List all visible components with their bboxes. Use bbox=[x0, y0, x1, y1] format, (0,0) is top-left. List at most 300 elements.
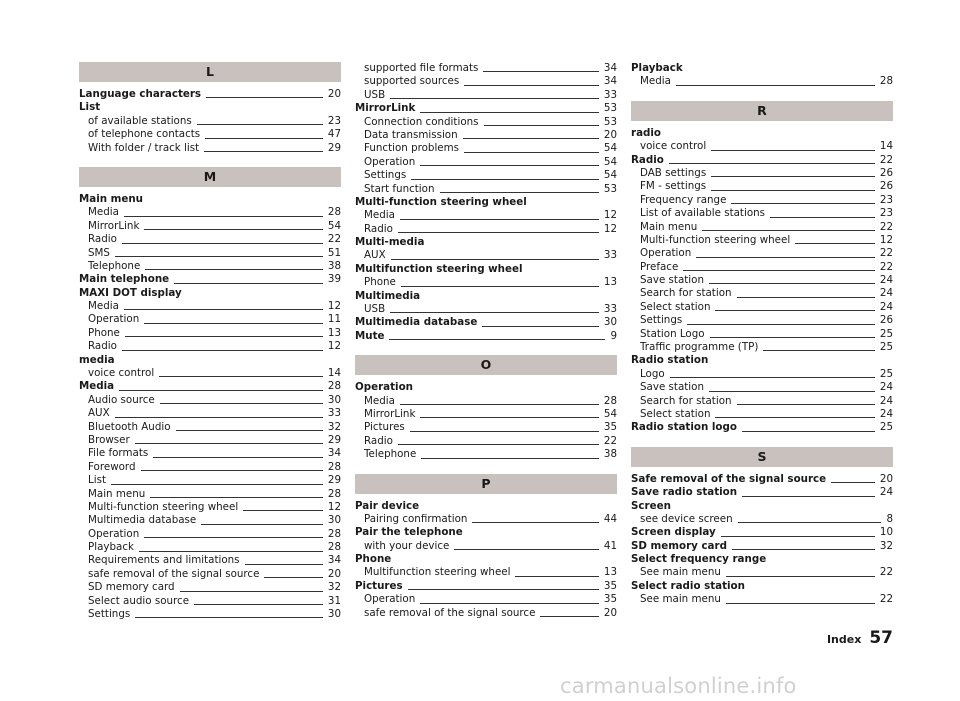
entry-page-number: 28 bbox=[327, 527, 341, 540]
entry-term: MirrorLink bbox=[88, 219, 140, 232]
index-subentry bbox=[79, 514, 341, 527]
leader-line bbox=[194, 604, 323, 605]
entry-page-number: 33 bbox=[603, 88, 617, 101]
entry-term: Select station bbox=[640, 300, 711, 313]
leader-line bbox=[115, 256, 323, 257]
index-subentry bbox=[355, 408, 617, 421]
entry-term: FM - settings bbox=[640, 180, 707, 193]
entry-page-number: 32 bbox=[879, 539, 893, 552]
index-column-1 bbox=[79, 62, 341, 621]
entry-page-number: 34 bbox=[327, 447, 341, 460]
index-subentry bbox=[79, 260, 341, 273]
entry-page-number: 22 bbox=[879, 247, 893, 260]
entry-term: Audio source bbox=[88, 393, 155, 406]
leader-line bbox=[176, 430, 323, 431]
leader-line bbox=[464, 85, 599, 86]
entry-page-number: 20 bbox=[603, 606, 617, 619]
entry-term: SD memory card bbox=[631, 539, 727, 552]
index-subentry bbox=[631, 567, 893, 580]
index-heading: List bbox=[79, 101, 101, 114]
leader-line bbox=[111, 484, 323, 485]
index-subentry bbox=[79, 340, 341, 353]
leader-line bbox=[737, 404, 875, 405]
entry-page-number: 34 bbox=[603, 75, 617, 88]
leader-line bbox=[141, 470, 323, 471]
index-subentry bbox=[79, 313, 341, 326]
entry-page-number: 13 bbox=[327, 326, 341, 339]
entry-term: List bbox=[88, 474, 106, 487]
leader-line bbox=[420, 417, 598, 418]
entry-term: USB bbox=[364, 303, 386, 316]
index-entry bbox=[79, 273, 341, 286]
index-subentry bbox=[631, 274, 893, 287]
entry-term: Telephone bbox=[88, 259, 141, 272]
leader-line bbox=[119, 390, 323, 391]
entry-page-number: 20 bbox=[327, 567, 341, 580]
index-subentry bbox=[79, 474, 341, 487]
index-column-2 bbox=[355, 62, 617, 620]
entry-page-number: 31 bbox=[327, 594, 341, 607]
entry-page-number: 26 bbox=[879, 180, 893, 193]
entry-page-number: 14 bbox=[879, 140, 893, 153]
entry-page-number: 35 bbox=[603, 421, 617, 434]
page-footer bbox=[827, 628, 893, 648]
entry-page-number: 28 bbox=[327, 487, 341, 500]
entry-term: Logo bbox=[640, 367, 665, 380]
leader-line bbox=[122, 243, 323, 244]
entry-term: Multimedia database bbox=[88, 514, 197, 527]
entry-page-number: 53 bbox=[603, 115, 617, 128]
index-heading: Playback bbox=[631, 62, 683, 74]
entry-term: Main menu bbox=[88, 487, 146, 500]
entry-term: Pictures bbox=[355, 579, 403, 592]
index-entry bbox=[355, 102, 617, 115]
entry-page-number: 30 bbox=[327, 514, 341, 527]
index-subentry bbox=[355, 116, 617, 129]
index-entry bbox=[79, 88, 341, 101]
leader-line bbox=[135, 443, 323, 444]
entry-page-number: 54 bbox=[603, 407, 617, 420]
index-heading: Select frequency range bbox=[631, 553, 767, 566]
entry-term: Frequency range bbox=[640, 193, 727, 206]
leader-line bbox=[150, 497, 323, 498]
index-heading: Multi-function steering wheel bbox=[355, 195, 527, 208]
entry-term: Radio bbox=[88, 233, 117, 246]
index-subentry bbox=[79, 247, 341, 260]
leader-line bbox=[687, 324, 875, 325]
entry-page-number: 24 bbox=[879, 300, 893, 313]
index-subentry bbox=[79, 555, 341, 568]
leader-line bbox=[737, 297, 875, 298]
index-heading: Radio station bbox=[631, 354, 709, 367]
leader-line bbox=[454, 549, 599, 550]
entry-term: MirrorLink bbox=[355, 102, 416, 115]
entry-page-number: 26 bbox=[879, 166, 893, 179]
entry-page-number: 22 bbox=[879, 220, 893, 233]
leader-line bbox=[742, 496, 875, 497]
entry-page-number: 54 bbox=[327, 219, 341, 232]
entry-term: Media bbox=[364, 209, 395, 222]
entry-term: With folder / track list bbox=[88, 141, 200, 154]
entry-page-number: 25 bbox=[879, 367, 893, 380]
entry-page-number: 22 bbox=[879, 153, 893, 166]
entry-page-number: 44 bbox=[603, 512, 617, 525]
entry-page-number: 30 bbox=[327, 393, 341, 406]
entry-page-number: 29 bbox=[327, 141, 341, 154]
leader-line bbox=[144, 537, 323, 538]
leader-line bbox=[124, 309, 323, 310]
index-subentry bbox=[79, 128, 341, 141]
entry-term: SMS bbox=[88, 246, 110, 259]
index-subentry bbox=[79, 595, 341, 608]
watermark-text: carmanualsonline.info bbox=[560, 674, 797, 698]
leader-line bbox=[683, 270, 875, 271]
leader-line bbox=[483, 71, 599, 72]
index-subentry bbox=[79, 300, 341, 313]
index-subentry bbox=[355, 62, 617, 75]
entry-page-number: 22 bbox=[879, 566, 893, 579]
entry-page-number: 29 bbox=[327, 433, 341, 446]
entry-term: Multimedia database bbox=[355, 316, 478, 329]
entry-page-number: 22 bbox=[879, 260, 893, 273]
leader-line bbox=[726, 576, 875, 577]
leader-line bbox=[391, 259, 599, 260]
entry-term: see device screen bbox=[640, 512, 733, 525]
leader-line bbox=[770, 217, 875, 218]
index-entry bbox=[355, 316, 617, 329]
index-entry bbox=[79, 380, 341, 393]
leader-line bbox=[122, 350, 323, 351]
leader-line bbox=[420, 165, 599, 166]
index-subentry bbox=[631, 140, 893, 153]
entry-term: Connection conditions bbox=[364, 115, 479, 128]
entry-term: See main menu bbox=[640, 593, 721, 606]
leader-line bbox=[670, 377, 875, 378]
entry-page-number: 22 bbox=[327, 233, 341, 246]
entry-page-number: 23 bbox=[879, 207, 893, 220]
entry-page-number: 33 bbox=[603, 249, 617, 262]
entry-term: MirrorLink bbox=[364, 407, 416, 420]
index-entry bbox=[631, 421, 893, 434]
entry-term: USB bbox=[364, 88, 386, 101]
entry-term: supported sources bbox=[364, 75, 460, 88]
index-subentry bbox=[79, 581, 341, 594]
entry-page-number: 33 bbox=[603, 303, 617, 316]
entry-page-number: 29 bbox=[327, 474, 341, 487]
entry-page-number: 53 bbox=[603, 182, 617, 195]
index-subentry bbox=[79, 394, 341, 407]
entry-term: Media bbox=[79, 380, 115, 393]
index-subentry bbox=[631, 408, 893, 421]
entry-page-number: 28 bbox=[327, 460, 341, 473]
section-letter-header: S bbox=[631, 447, 893, 467]
index-subentry bbox=[79, 115, 341, 128]
index-subentry bbox=[355, 567, 617, 580]
index-subentry bbox=[355, 513, 617, 526]
entry-page-number: 23 bbox=[327, 114, 341, 127]
entry-page-number: 25 bbox=[879, 327, 893, 340]
leader-line bbox=[676, 85, 875, 86]
index-subentry bbox=[355, 448, 617, 461]
leader-line bbox=[710, 337, 875, 338]
leader-line bbox=[420, 603, 599, 604]
index-subentry bbox=[355, 249, 617, 262]
section-letter-header: L bbox=[79, 62, 341, 82]
index-subentry bbox=[79, 568, 341, 581]
index-subentry bbox=[79, 501, 341, 514]
index-heading: radio bbox=[631, 126, 662, 139]
entry-page-number: 24 bbox=[879, 486, 893, 499]
leader-line bbox=[135, 617, 323, 618]
entry-page-number: 22 bbox=[879, 593, 893, 606]
entry-term: Radio station logo bbox=[631, 421, 737, 434]
entry-page-number: 12 bbox=[327, 300, 341, 313]
entry-term: Pairing confirmation bbox=[364, 512, 468, 525]
index-heading: Operation bbox=[355, 381, 413, 394]
section-letter-header: R bbox=[631, 101, 893, 121]
leader-line bbox=[738, 522, 882, 523]
entry-page-number: 54 bbox=[603, 142, 617, 155]
index-entry bbox=[355, 580, 617, 593]
leader-line bbox=[390, 312, 599, 313]
leader-line bbox=[115, 417, 323, 418]
entry-term: Playback bbox=[88, 541, 134, 554]
leader-line bbox=[440, 192, 599, 193]
index-heading: Multifunction steering wheel bbox=[355, 262, 523, 275]
entry-term: Station Logo bbox=[640, 327, 705, 340]
leader-line bbox=[731, 203, 874, 204]
index-subentry bbox=[355, 607, 617, 620]
entry-page-number: 53 bbox=[603, 102, 617, 115]
entry-term: Select station bbox=[640, 407, 711, 420]
entry-page-number: 12 bbox=[879, 233, 893, 246]
index-subentry bbox=[631, 593, 893, 606]
entry-term: Media bbox=[364, 394, 395, 407]
entry-page-number: 28 bbox=[603, 394, 617, 407]
index-subentry bbox=[79, 220, 341, 233]
index-subentry bbox=[631, 234, 893, 247]
index-subentry bbox=[631, 368, 893, 381]
entry-term: AUX bbox=[88, 407, 110, 420]
entry-term: Select audio source bbox=[88, 594, 190, 607]
page-number: 57 bbox=[869, 628, 893, 648]
index-subentry bbox=[631, 314, 893, 327]
leader-line bbox=[484, 125, 599, 126]
leader-line bbox=[206, 97, 323, 98]
leader-line bbox=[390, 98, 599, 99]
entry-term: Main menu bbox=[640, 220, 698, 233]
entry-page-number: 39 bbox=[327, 273, 341, 286]
entry-term: Save station bbox=[640, 381, 704, 394]
leader-line bbox=[180, 591, 323, 592]
index-heading: Select radio station bbox=[631, 579, 745, 592]
leader-line bbox=[711, 150, 875, 151]
entry-page-number: 11 bbox=[327, 313, 341, 326]
entry-term: Foreword bbox=[88, 460, 136, 473]
leader-line bbox=[139, 551, 323, 552]
index-subentry bbox=[79, 327, 341, 340]
index-subentry bbox=[631, 513, 893, 526]
entry-term: Save station bbox=[640, 274, 704, 287]
index-subentry bbox=[631, 261, 893, 274]
index-subentry bbox=[631, 328, 893, 341]
index-subentry bbox=[355, 75, 617, 88]
leader-line bbox=[420, 112, 599, 113]
index-heading: MAXI DOT display bbox=[79, 286, 182, 299]
index-subentry bbox=[79, 488, 341, 501]
index-subentry bbox=[631, 180, 893, 193]
entry-page-number: 14 bbox=[327, 367, 341, 380]
entry-term: Start function bbox=[364, 182, 435, 195]
index-subentry bbox=[355, 183, 617, 196]
leader-line bbox=[711, 176, 875, 177]
index-subentry bbox=[355, 593, 617, 606]
entry-term: Telephone bbox=[364, 448, 417, 461]
entry-page-number: 30 bbox=[327, 608, 341, 621]
index-subentry bbox=[631, 395, 893, 408]
index-subentry bbox=[631, 287, 893, 300]
index-subentry bbox=[79, 407, 341, 420]
entry-page-number: 13 bbox=[603, 566, 617, 579]
entry-page-number: 28 bbox=[327, 541, 341, 554]
leader-line bbox=[389, 339, 605, 340]
entry-term: Function problems bbox=[364, 142, 460, 155]
entry-page-number: 20 bbox=[603, 128, 617, 141]
entry-term: voice control bbox=[88, 367, 155, 380]
entry-page-number: 54 bbox=[603, 169, 617, 182]
entry-term: Pictures bbox=[364, 421, 405, 434]
index-subentry bbox=[79, 541, 341, 554]
index-subentry bbox=[631, 194, 893, 207]
entry-term: Media bbox=[88, 300, 119, 313]
entry-term: Save radio station bbox=[631, 486, 738, 499]
index-heading: Multimedia bbox=[355, 289, 421, 302]
leader-line bbox=[144, 229, 322, 230]
index-heading: Phone bbox=[355, 553, 392, 566]
index-subentry bbox=[79, 233, 341, 246]
leader-line bbox=[715, 310, 874, 311]
section-letter-header: O bbox=[355, 355, 617, 375]
entry-page-number: 10 bbox=[879, 526, 893, 539]
entry-term: Requirements and limitations bbox=[88, 554, 240, 567]
leader-line bbox=[264, 577, 322, 578]
entry-term: Data transmission bbox=[364, 128, 458, 141]
index-entry bbox=[631, 154, 893, 167]
index-heading: Multi-media bbox=[355, 236, 425, 249]
entry-term: Operation bbox=[364, 593, 416, 606]
entry-page-number: 24 bbox=[879, 381, 893, 394]
entry-term: File formats bbox=[88, 447, 149, 460]
index-column-3 bbox=[631, 62, 893, 607]
entry-page-number: 28 bbox=[327, 206, 341, 219]
leader-line bbox=[245, 564, 323, 565]
entry-page-number: 34 bbox=[603, 61, 617, 74]
entry-page-number: 24 bbox=[879, 407, 893, 420]
leader-line bbox=[201, 524, 323, 525]
entry-term: Browser bbox=[88, 433, 130, 446]
entry-page-number: 28 bbox=[879, 75, 893, 88]
entry-term: safe removal of the signal source bbox=[364, 606, 536, 619]
leader-line bbox=[515, 576, 598, 577]
index-subentry bbox=[355, 129, 617, 142]
entry-term: Safe removal of the signal source bbox=[631, 472, 827, 485]
entry-term: Traffic programme (TP) bbox=[640, 341, 759, 354]
leader-line bbox=[174, 283, 323, 284]
leader-line bbox=[711, 190, 875, 191]
entry-page-number: 12 bbox=[327, 340, 341, 353]
leader-line bbox=[153, 457, 323, 458]
entry-term: Operation bbox=[88, 313, 140, 326]
entry-page-number: 22 bbox=[603, 434, 617, 447]
entry-term: Settings bbox=[364, 169, 407, 182]
index-subentry bbox=[355, 395, 617, 408]
entry-page-number: 32 bbox=[327, 581, 341, 594]
index-subentry bbox=[631, 381, 893, 394]
leader-line bbox=[482, 326, 599, 327]
index-subentry bbox=[355, 421, 617, 434]
entry-page-number: 35 bbox=[603, 579, 617, 592]
index-subentry bbox=[631, 167, 893, 180]
index-subentry bbox=[355, 276, 617, 289]
entry-term: DAB settings bbox=[640, 166, 707, 179]
entry-page-number: 38 bbox=[327, 259, 341, 272]
leader-line bbox=[398, 444, 599, 445]
leader-line bbox=[145, 269, 323, 270]
leader-line bbox=[398, 232, 599, 233]
entry-page-number: 38 bbox=[603, 448, 617, 461]
entry-term: Multi-function steering wheel bbox=[88, 500, 239, 513]
entry-page-number: 12 bbox=[603, 222, 617, 235]
entry-term: Search for station bbox=[640, 394, 732, 407]
leader-line bbox=[204, 151, 323, 152]
entry-term: of available stations bbox=[88, 114, 192, 127]
leader-line bbox=[709, 283, 875, 284]
entry-page-number: 33 bbox=[327, 407, 341, 420]
entry-term: Phone bbox=[364, 276, 396, 289]
leader-line bbox=[160, 403, 323, 404]
index-subentry bbox=[355, 540, 617, 553]
leader-line bbox=[726, 603, 875, 604]
entry-page-number: 41 bbox=[603, 539, 617, 552]
index-subentry bbox=[79, 447, 341, 460]
leader-line bbox=[125, 336, 323, 337]
entry-page-number: 20 bbox=[879, 472, 893, 485]
index-subentry bbox=[355, 435, 617, 448]
index-subentry bbox=[631, 247, 893, 260]
section-letter-header: P bbox=[355, 474, 617, 494]
leader-line bbox=[472, 522, 598, 523]
index-subentry bbox=[79, 461, 341, 474]
leader-line bbox=[410, 431, 599, 432]
index-heading: Pair the telephone bbox=[355, 526, 463, 539]
entry-page-number: 32 bbox=[327, 420, 341, 433]
index-entry bbox=[631, 526, 893, 539]
index-subentry bbox=[355, 156, 617, 169]
leader-line bbox=[144, 323, 323, 324]
entry-page-number: 25 bbox=[879, 421, 893, 434]
index-subentry bbox=[79, 206, 341, 219]
index-subentry bbox=[631, 221, 893, 234]
leader-line bbox=[721, 536, 875, 537]
entry-term: with your device bbox=[364, 539, 450, 552]
index-subentry bbox=[631, 301, 893, 314]
entry-term: Media bbox=[640, 75, 671, 88]
entry-page-number: 12 bbox=[327, 500, 341, 513]
leader-line bbox=[124, 216, 323, 217]
index-heading: Main menu bbox=[79, 192, 144, 205]
leader-line bbox=[831, 482, 875, 483]
index-heading: Pair device bbox=[355, 499, 420, 512]
